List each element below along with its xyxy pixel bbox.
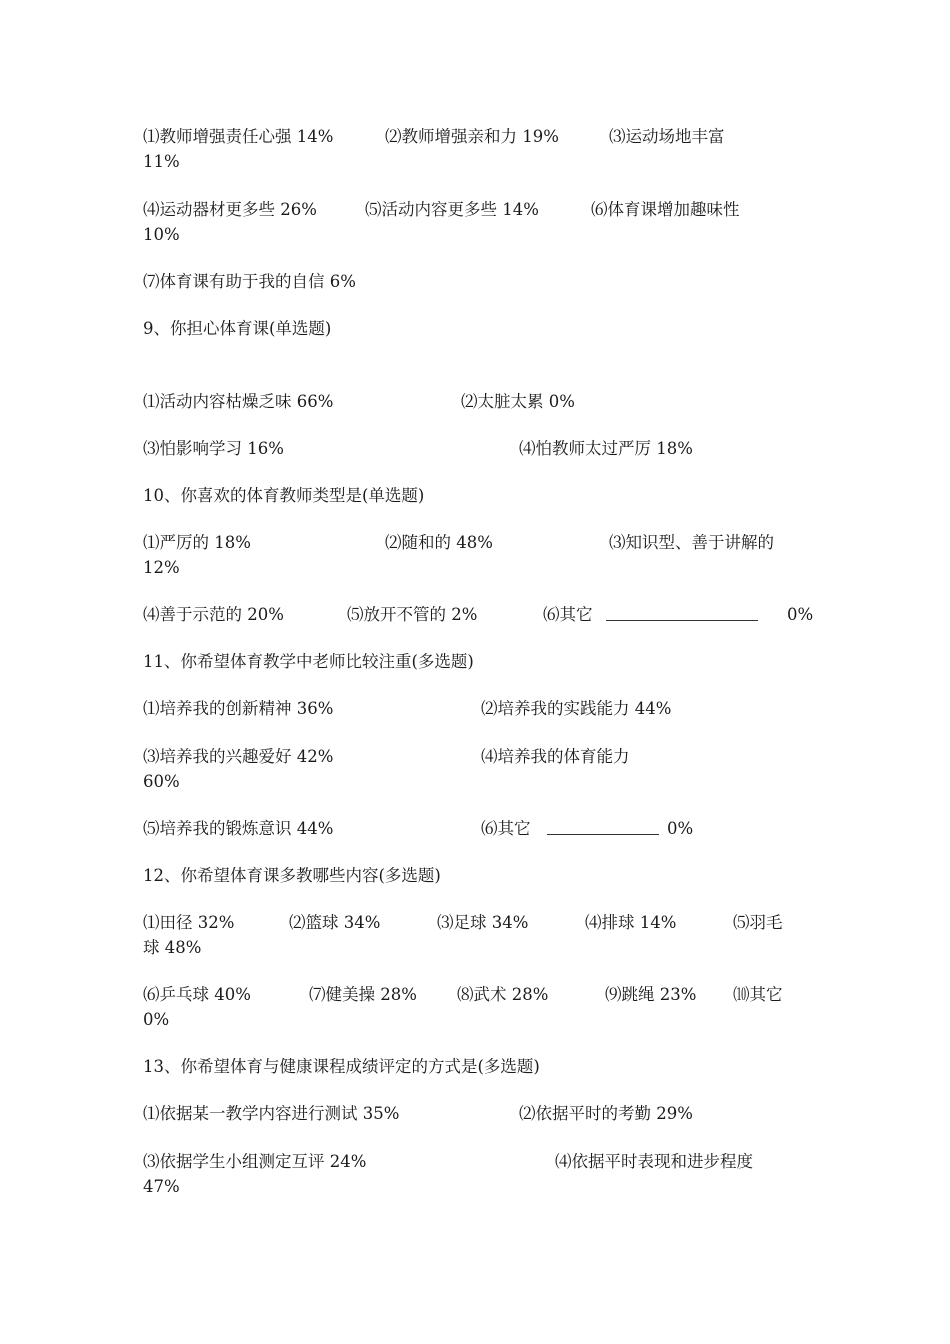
q8-option-1: ⑴教师增强责任心强 14% [143, 127, 334, 146]
q8-options-row-1-wrap [143, 150, 823, 174]
q8-option-3-percent: 11% [143, 152, 180, 171]
q10-option-6-percent: 0% [787, 605, 814, 624]
q11-option-4-percent: 60% [143, 772, 180, 791]
q12-option-2: ⑵篮球 34% [289, 913, 381, 932]
q11-title [143, 650, 823, 674]
q9-option-2: ⑵太脏太累 0% [461, 392, 575, 411]
q11-options-row-2 [143, 745, 823, 769]
q13-options-row-1 [143, 1102, 823, 1126]
q12-option-8: ⑻武术 28% [457, 985, 549, 1004]
q12-option-9: ⑼跳绳 23% [605, 985, 697, 1004]
q8-option-2: ⑵教师增强亲和力 19% [385, 127, 559, 146]
q10-option-3: ⑶知识型、善于讲解的 [609, 533, 774, 552]
q13-option-3: ⑶依据学生小组测定互评 24% [143, 1152, 367, 1171]
q12-option-7: ⑺健美操 28% [309, 985, 417, 1004]
q10-options-row-2 [143, 603, 823, 627]
q11-options-row-3 [143, 817, 823, 841]
q10-option-5: ⑸放开不管的 2% [347, 605, 478, 624]
q9-question-text: 9、你担心体育课(单选题) [143, 319, 332, 338]
q8-option-6-percent: 10% [143, 225, 180, 244]
q9-option-1: ⑴活动内容枯燥乏味 66% [143, 392, 334, 411]
q8-option-7: ⑺体育课有助于我的自信 6% [143, 272, 356, 291]
q12-options-row-1 [143, 911, 823, 935]
q12-option-3: ⑶足球 34% [437, 913, 529, 932]
q12-question-text: 12、你希望体育课多教哪些内容(多选题) [143, 866, 441, 885]
q12-option-10-percent: 0% [143, 1010, 170, 1029]
q10-question-text: 10、你喜欢的体育教师类型是(单选题) [143, 486, 425, 505]
q9-title [143, 317, 823, 341]
q13-option-1: ⑴依据某一教学内容进行测试 35% [143, 1104, 400, 1123]
q10-option-6-blank [606, 603, 758, 621]
q10-options-row-1-wrap [143, 556, 823, 580]
q11-option-6-blank [547, 817, 659, 835]
q8-option-6: ⑹体育课增加趣味性 [591, 200, 740, 219]
q11-options-row-2-wrap [143, 770, 823, 794]
q13-question-text: 13、你希望体育与健康课程成绩评定的方式是(多选题) [143, 1057, 540, 1076]
q12-options-row-2-wrap [143, 1008, 823, 1032]
q11-option-6: ⑹其它 [481, 819, 531, 838]
q10-option-4: ⑷善于示范的 20% [143, 605, 284, 624]
q8-options-row-1 [143, 125, 823, 149]
q13-option-4-percent: 47% [143, 1177, 180, 1196]
q8-option-4: ⑷运动器材更多些 26% [143, 200, 317, 219]
q12-option-5: ⑸羽毛 [733, 913, 783, 932]
q12-option-4: ⑷排球 14% [585, 913, 677, 932]
q12-option-6: ⑹乒乓球 40% [143, 985, 251, 1004]
q8-option-3: ⑶运动场地丰富 [609, 127, 725, 146]
q11-option-1: ⑴培养我的创新精神 36% [143, 699, 334, 718]
q9-option-3: ⑶怕影响学习 16% [143, 439, 284, 458]
q13-title [143, 1055, 823, 1079]
q13-option-4: ⑷依据平时表现和进步程度 [555, 1152, 753, 1171]
q11-option-6-percent: 0% [667, 819, 694, 838]
q12-options-row-2 [143, 983, 823, 1007]
q10-option-3-percent: 12% [143, 558, 180, 577]
q11-option-5: ⑸培养我的锻炼意识 44% [143, 819, 334, 838]
q11-option-3: ⑶培养我的兴趣爱好 42% [143, 747, 334, 766]
q9-options-row-1 [143, 390, 823, 414]
q12-title [143, 864, 823, 888]
q12-option-10: ⑽其它 [733, 985, 783, 1004]
q12-option-1: ⑴田径 32% [143, 913, 235, 932]
q11-options-row-1 [143, 697, 823, 721]
q12-options-row-1-wrap [143, 936, 823, 960]
q12-option-5-continued: 球 48% [143, 938, 202, 957]
q11-option-4: ⑷培养我的体育能力 [481, 747, 630, 766]
q10-title [143, 484, 823, 508]
q13-option-2: ⑵依据平时的考勤 29% [519, 1104, 693, 1123]
q11-question-text: 11、你希望体育教学中老师比较注重(多选题) [143, 652, 474, 671]
q8-options-row-3 [143, 270, 823, 294]
q11-option-2: ⑵培养我的实践能力 44% [481, 699, 672, 718]
q10-option-1: ⑴严厉的 18% [143, 533, 251, 552]
q9-options-row-2 [143, 437, 823, 461]
q13-options-row-2 [143, 1150, 823, 1174]
q8-option-5: ⑸活动内容更多些 14% [365, 200, 539, 219]
q8-options-row-2-wrap [143, 223, 823, 247]
q9-option-4: ⑷怕教师太过严厉 18% [519, 439, 693, 458]
q10-option-6: ⑹其它 [543, 605, 593, 624]
q8-options-row-2 [143, 198, 823, 222]
q10-options-row-1 [143, 531, 823, 555]
q10-option-2: ⑵随和的 48% [385, 533, 493, 552]
q13-options-row-2-wrap [143, 1175, 823, 1199]
